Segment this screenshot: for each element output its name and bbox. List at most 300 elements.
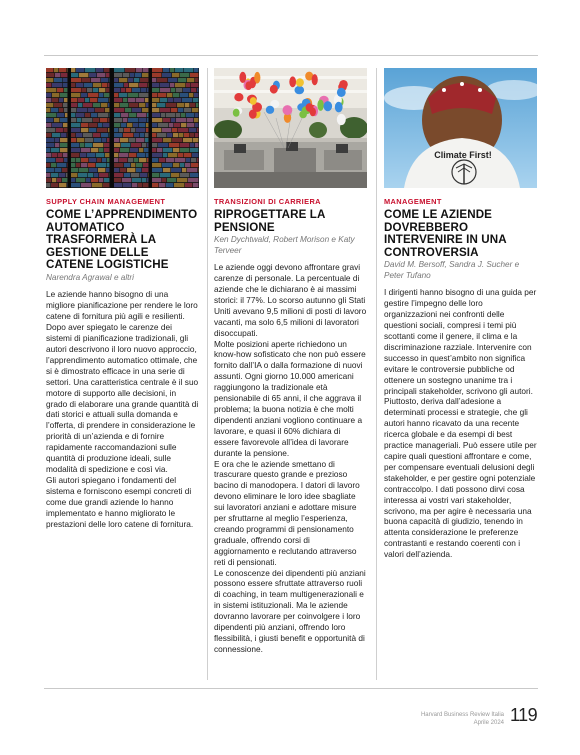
container-box: [85, 113, 90, 117]
container-box: [96, 163, 106, 167]
container-box: [92, 183, 102, 187]
container-box: [96, 153, 104, 157]
container-box: [195, 113, 198, 117]
container-box: [71, 98, 77, 102]
shirt-slogan: Climate First!: [434, 150, 492, 160]
container-box: [191, 88, 196, 92]
container-box: [152, 103, 156, 107]
container-box: [52, 153, 57, 157]
containers-image: [46, 68, 199, 188]
balloon: [339, 80, 348, 89]
container-box: [71, 143, 79, 147]
container-box: [136, 138, 144, 142]
article-body: Le aziende hanno bisogno di una migliore pianificazione per rendere le loro catene di fornitura più agili e resilienti. Dopo aver spiegato le carenze dei sistemi di pianificazione tradizionali, gli autori descrivono il loro nuovo approccio, l’apprendimento automatico ottimale, che si è dimostrato efficace in una serie di settori. Una caratteristica centrale è il suo motore di supporto alle decisioni, in grado di elaborare una grande quantità di dati storici e attuali sulla domanda e l’offerta, di prendere in considerazione le priorità di un’azienda e di fornire rapidamente raccomandazioni sulle quantità di produzione ideali, sulle modalità di spedizione e così via. Gli autori spiegano i fondamenti del sistema e forniscono esempi concreti di come due grandi aziende lo hanno implementato e hanno migliorato le prestazioni delle loro catene di fornitura.: [46, 289, 199, 529]
balloon: [250, 97, 257, 105]
container-box: [104, 93, 109, 97]
container-box: [171, 173, 179, 177]
container-box: [182, 168, 186, 172]
container-box: [71, 148, 80, 152]
container-box: [167, 93, 172, 97]
balloon: [249, 79, 256, 88]
container-box: [76, 68, 84, 72]
container-box: [152, 173, 159, 177]
container-box: [170, 83, 174, 87]
container-box: [89, 158, 96, 162]
container-box: [59, 173, 65, 177]
container-box: [126, 88, 131, 92]
container-box: [187, 118, 193, 122]
container-box: [46, 108, 50, 112]
container-box: [178, 153, 183, 157]
container-box: [152, 148, 156, 152]
container-box: [99, 178, 103, 182]
container-box: [128, 118, 138, 122]
container-box: [196, 103, 198, 107]
container-box: [157, 148, 162, 152]
container-box: [190, 148, 198, 152]
container-box: [190, 143, 194, 147]
container-box: [60, 93, 67, 97]
container-box: [152, 93, 157, 97]
container-box: [152, 73, 161, 77]
container-box: [168, 98, 173, 102]
container-box: [142, 143, 146, 147]
container-box: [152, 98, 159, 102]
balloon: [306, 103, 314, 112]
container-box: [185, 183, 192, 187]
container-box: [142, 73, 148, 77]
balloon: [324, 101, 333, 111]
container-box: [77, 108, 87, 112]
office-balloons-photo: [214, 68, 367, 188]
container-box: [101, 78, 108, 82]
container-box: [187, 168, 197, 172]
container-box: [144, 148, 148, 152]
bottom-rule: [44, 688, 538, 689]
container-box: [104, 148, 109, 152]
container-box: [133, 123, 138, 127]
container-box: [132, 108, 141, 112]
container-box: [124, 173, 130, 177]
container-box: [186, 83, 190, 87]
container-box: [71, 183, 80, 187]
container-box: [81, 183, 91, 187]
container-box: [71, 128, 80, 132]
container-box: [66, 173, 67, 177]
container-box: [93, 118, 99, 122]
container-box: [97, 158, 101, 162]
container-box: [140, 133, 144, 137]
container-box: [163, 118, 170, 122]
container-box: [95, 108, 104, 112]
container-box: [79, 73, 88, 77]
balloon: [299, 111, 307, 119]
container-box: [64, 108, 67, 112]
container-box: [98, 123, 102, 127]
container-box: [167, 178, 176, 182]
container-box: [93, 133, 100, 137]
container-box: [71, 73, 78, 77]
container-box: [195, 78, 198, 82]
container-box: [64, 98, 67, 102]
container-box: [152, 78, 156, 82]
container-box: [51, 163, 56, 167]
container-box: [193, 183, 198, 187]
container-box: [106, 73, 109, 77]
container-box: [127, 123, 132, 127]
container-box: [82, 118, 92, 122]
container-box: [85, 138, 93, 142]
footer-publication: [408, 711, 504, 727]
container-box: [57, 113, 64, 117]
container-box: [62, 178, 67, 182]
container-box: [128, 78, 133, 82]
container-box: [185, 103, 189, 107]
container-box: [171, 108, 177, 112]
container-box: [172, 138, 182, 142]
container-box: [191, 158, 196, 162]
container-box: [171, 118, 175, 122]
container-box: [89, 128, 96, 132]
container-box: [71, 158, 75, 162]
article-title: RIPROGETTARE LA PENSIONE: [214, 208, 325, 234]
container-box: [157, 133, 166, 137]
container-box: [46, 183, 50, 187]
container-box: [101, 103, 107, 107]
container-box: [147, 158, 148, 162]
container-box: [71, 178, 75, 182]
container-box: [52, 98, 58, 102]
container-box: [86, 178, 90, 182]
container-box: [46, 163, 50, 167]
container-box: [76, 113, 84, 117]
container-box: [179, 133, 183, 137]
container-box: [105, 153, 109, 157]
balloon: [317, 100, 323, 111]
container-box: [176, 113, 180, 117]
container-box: [180, 73, 189, 77]
container-box: [71, 93, 80, 97]
container-box: [46, 88, 56, 92]
container-box: [186, 113, 194, 117]
container-box: [173, 93, 179, 97]
container-box: [162, 128, 171, 132]
container-box: [120, 103, 128, 107]
container-box: [160, 108, 170, 112]
container-box: [46, 73, 54, 77]
container-box: [132, 88, 140, 92]
container-box: [85, 143, 92, 147]
container-box: [114, 163, 123, 167]
container-box: [108, 118, 109, 122]
container-box: [81, 128, 88, 132]
container-box: [71, 108, 76, 112]
container-box: [142, 168, 148, 172]
container-box: [103, 183, 109, 187]
container-box: [54, 78, 62, 82]
container-box: [91, 148, 98, 152]
container-box: [177, 103, 184, 107]
container-box: [162, 73, 171, 77]
container-box: [104, 143, 109, 147]
container-box: [147, 143, 148, 147]
container-box: [140, 78, 148, 82]
container-box: [46, 83, 51, 87]
container-box: [51, 173, 58, 177]
container-box: [123, 183, 131, 187]
container-box: [71, 173, 77, 177]
container-box: [162, 163, 172, 167]
container-box: [114, 73, 122, 77]
container-box: [177, 178, 187, 182]
container-box: [130, 148, 138, 152]
article-category: SUPPLY CHAIN MANAGEMENT: [46, 197, 166, 206]
container-box: [55, 73, 60, 77]
shipping-containers-photo: [46, 68, 199, 188]
container-box: [119, 93, 127, 97]
container-box: [114, 178, 121, 182]
container-box: [60, 138, 67, 142]
container-box: [129, 138, 135, 142]
container-box: [139, 118, 146, 122]
container-box: [46, 128, 55, 132]
container-box: [131, 143, 141, 147]
container-box: [64, 128, 67, 132]
container-box: [157, 103, 165, 107]
container-box: [152, 83, 159, 87]
container-box: [91, 78, 100, 82]
container-box: [78, 103, 82, 107]
container-box: [139, 103, 145, 107]
balloon: [295, 86, 305, 94]
container-box: [152, 143, 157, 147]
container-box: [46, 148, 50, 152]
container-box: [99, 88, 105, 92]
container-box: [54, 68, 58, 72]
article-title: COME LE AZIENDE DOVREBBERO INTERVENIRE IN UNA CONTROVERSIA: [384, 208, 507, 259]
article-column-1: [46, 68, 199, 529]
container-box: [98, 113, 108, 117]
container-box: [192, 153, 198, 157]
container-box: [136, 168, 141, 172]
container-box: [90, 98, 97, 102]
container-box: [181, 123, 186, 127]
container-box: [46, 178, 51, 182]
container-box: [157, 78, 167, 82]
container-box: [89, 73, 96, 77]
container-box: [185, 163, 190, 167]
container-box: [129, 113, 136, 117]
container-box: [145, 98, 148, 102]
article-authors: Ken Dychtwald, Robert Morison e Katy Terveer: [214, 235, 355, 255]
container-box: [60, 118, 67, 122]
container-box: [114, 88, 120, 92]
container-box: [71, 113, 75, 117]
container-box: [46, 173, 50, 177]
container-box: [114, 93, 118, 97]
container-box: [178, 108, 183, 112]
container-box: [51, 108, 58, 112]
column-divider: [207, 68, 208, 680]
container-box: [161, 113, 165, 117]
balloon: [296, 78, 304, 87]
container-box: [192, 108, 198, 112]
container-box: [114, 128, 118, 132]
container-box: [137, 113, 146, 117]
container-box: [124, 83, 128, 87]
container-box: [46, 98, 51, 102]
container-box: [125, 108, 131, 112]
container-box: [190, 103, 195, 107]
container-box: [158, 143, 168, 147]
top-rule: [44, 55, 538, 56]
container-box: [147, 113, 148, 117]
container-box: [168, 78, 177, 82]
container-box: [55, 168, 61, 172]
container-box: [108, 83, 109, 87]
balloon: [249, 110, 257, 119]
container-box: [87, 88, 92, 92]
container-box: [129, 153, 136, 157]
container-box: [81, 158, 88, 162]
container-box: [142, 178, 146, 182]
container-box: [194, 93, 198, 97]
container-box: [184, 108, 191, 112]
container-box: [114, 173, 123, 177]
balloon: [289, 76, 296, 87]
container-box: [152, 68, 162, 72]
container-box: [83, 103, 92, 107]
container-box: [91, 113, 97, 117]
container-box: [71, 133, 75, 137]
container-box: [89, 123, 97, 127]
container-box: [152, 128, 161, 132]
container-box: [132, 178, 141, 182]
container-box: [166, 183, 173, 187]
container-box: [195, 133, 198, 137]
container-box: [160, 88, 170, 92]
container-box: [174, 123, 180, 127]
container-box: [152, 158, 158, 162]
container-box: [59, 183, 66, 187]
container-box: [180, 93, 188, 97]
container-box: [175, 83, 185, 87]
container-box: [114, 83, 123, 87]
container-box: [119, 128, 123, 132]
container-box: [136, 163, 142, 167]
container-box: [145, 133, 148, 137]
container-box: [163, 168, 170, 172]
container-box: [71, 78, 81, 82]
container-box: [186, 158, 190, 162]
container-box: [152, 113, 160, 117]
article-authors: Narendra Agrawal e altri: [46, 272, 134, 282]
container-box: [184, 153, 191, 157]
article-column-2: [214, 68, 367, 655]
container-box: [88, 163, 95, 167]
publication-name: Harvard Business Review Italia: [420, 712, 504, 718]
container-box: [71, 138, 76, 142]
container-box: [106, 88, 109, 92]
container-box: [80, 143, 84, 147]
container-box: [106, 168, 109, 172]
container-box: [159, 158, 165, 162]
container-box: [93, 88, 98, 92]
container-box: [193, 98, 198, 102]
balloon: [335, 102, 343, 113]
container-box: [114, 98, 122, 102]
container-box: [94, 173, 98, 177]
container-box: [175, 158, 185, 162]
container-box: [114, 113, 120, 117]
container-box: [104, 178, 109, 182]
container-box: [191, 163, 198, 167]
container-box: [64, 88, 67, 92]
container-box: [187, 123, 194, 127]
container-box: [121, 88, 125, 92]
container-box: [145, 138, 148, 142]
container-box: [138, 183, 142, 187]
container-box: [46, 138, 54, 142]
container-box: [139, 83, 147, 87]
balloon: [270, 85, 278, 94]
container-box: [76, 133, 82, 137]
container-box: [152, 138, 162, 142]
container-box: [114, 108, 124, 112]
container-box: [114, 123, 120, 127]
container-box: [62, 168, 67, 172]
container-box: [173, 163, 179, 167]
container-box: [107, 163, 109, 167]
container-box: [143, 163, 148, 167]
balloon: [283, 105, 293, 115]
container-box: [134, 158, 138, 162]
container-box: [176, 88, 182, 92]
container-box: [63, 103, 67, 107]
container-box: [58, 153, 62, 157]
container-box: [81, 148, 90, 152]
container-box: [146, 153, 148, 157]
container-box: [99, 173, 108, 177]
container-box: [159, 183, 165, 187]
container-box: [119, 158, 127, 162]
container-box: [152, 163, 161, 167]
container-box: [131, 128, 135, 132]
container-box: [152, 178, 161, 182]
container-box: [189, 128, 196, 132]
container-box: [100, 118, 107, 122]
container-box: [105, 108, 109, 112]
container-box: [197, 128, 198, 132]
container-box: [52, 83, 62, 87]
container-box: [71, 83, 75, 87]
container-box: [183, 138, 192, 142]
container-box: [93, 103, 100, 107]
container-box: [60, 148, 67, 152]
container-box: [180, 173, 189, 177]
container-box: [63, 123, 67, 127]
container-box: [54, 103, 62, 107]
container-box: [46, 123, 51, 127]
protester-image: [384, 68, 537, 188]
container-box: [172, 73, 179, 77]
container-box: [152, 133, 156, 137]
container-box: [168, 153, 177, 157]
container-box: [114, 138, 119, 142]
container-box: [63, 153, 67, 157]
container-box: [178, 128, 188, 132]
container-box: [189, 93, 193, 97]
